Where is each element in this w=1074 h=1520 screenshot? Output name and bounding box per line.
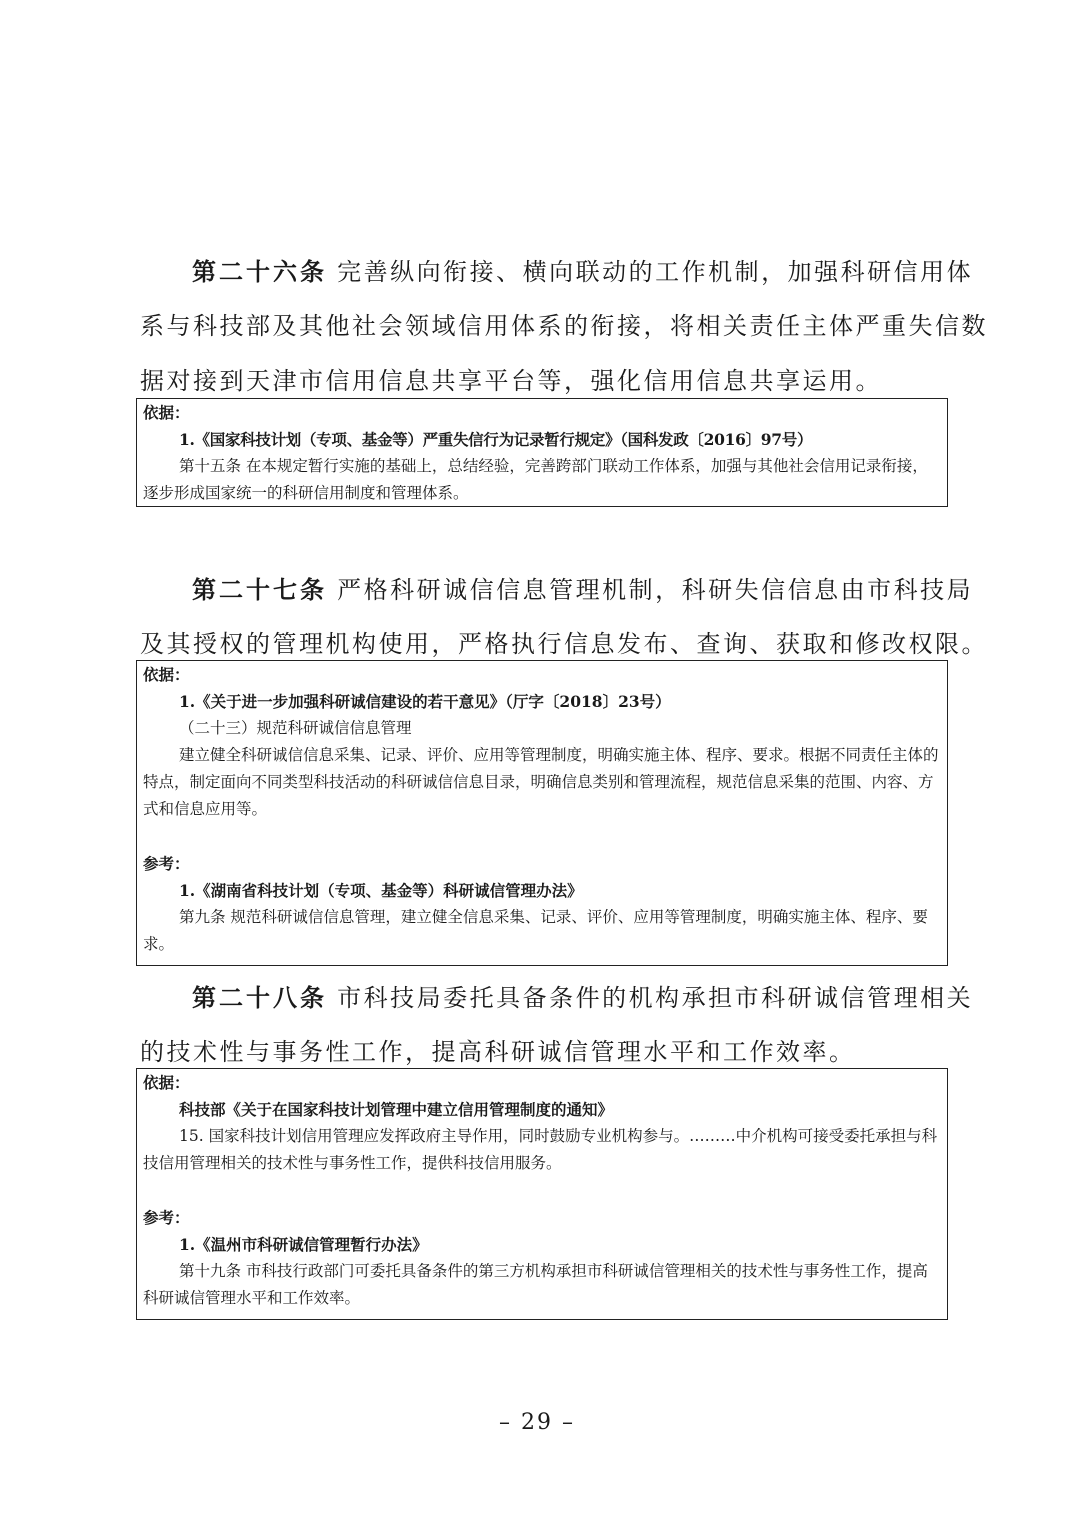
article-line: 第二十八条 市科技局委托具备条件的机构承担市科研诚信管理相关 (192, 983, 974, 1012)
article-line: 系与科技部及其他社会领域信用体系的衔接，将相关责任主体严重失信数 (140, 312, 988, 340)
basis-text: 15. 国家科技计划信用管理应发挥政府主导作用，同时鼓励专业机构参与。………中介机构可接受委托承担与科技信用管理相关的技术性与事务性工作，提供科技信用服务。 (143, 1127, 938, 1172)
article-27 (140, 562, 988, 672)
reference-text: 第九条 规范科研诚信信息管理，建立健全信息采集、记录、评价、应用等管理制度，明确实施主体、程序、要求。 (143, 908, 928, 953)
basis-source: 1.《关于进一步加强科研诚信建设的若干意见》（厅字〔2018〕23号） (179, 692, 671, 711)
article-number: 第二十六条 (192, 257, 327, 286)
reference-source: 1.《湖南省科技计划（专项、基金等）科研诚信管理办法》 (179, 881, 583, 900)
basis-source: 1.《国家科技计划（专项、基金等）严重失信行为记录暂行规定》（国科发政〔2016〕97号） (179, 430, 813, 449)
basis-text: 第十五条 在本规定暂行实施的基础上，总结经验，完善跨部门联动工作体系，加强与其他社会信用记录衔接，逐步形成国家统一的科研信用制度和管理体系。 (143, 457, 928, 502)
basis-label: 依据： (143, 1073, 190, 1092)
article-line: 第二十七条 严格科研诚信信息管理机制，科研失信信息由市科技局 (192, 575, 974, 604)
basis-subtitle: （二十三）规范科研诚信信息管理 (179, 719, 412, 737)
reference-text: 第十九条 市科技行政部门可委托具备条件的第三方机构承担市科研诚信管理相关的技术性与事务性工作，提高科研诚信管理水平和工作效率。 (143, 1262, 928, 1307)
page-number: – 29 – (499, 1410, 575, 1435)
basis-box-28 (136, 1068, 948, 1320)
article-28 (140, 970, 974, 1080)
article-26 (140, 244, 988, 409)
basis-label: 依据： (143, 665, 190, 684)
reference-source: 1.《温州市科研诚信管理暂行办法》 (179, 1235, 428, 1254)
reference-label: 参考： (143, 854, 190, 873)
article-line: 据对接到天津市信用信息共享平台等，强化信用信息共享运用。 (140, 367, 882, 395)
article-line: 及其授权的管理机构使用，严格执行信息发布、查询、获取和修改权限。 (140, 630, 988, 658)
basis-source: 科技部《关于在国家科技计划管理中建立信用管理制度的通知》 (179, 1100, 614, 1119)
basis-box-26 (136, 398, 948, 507)
article-line: 第二十六条 完善纵向衔接、横向联动的工作机制，加强科研信用体 (192, 257, 974, 286)
article-number: 第二十七条 (192, 575, 327, 604)
reference-label: 参考： (143, 1208, 190, 1227)
basis-text: 建立健全科研诚信信息采集、记录、评价、应用等管理制度，明确实施主体、程序、要求。根据不同责任主体的特点，制定面向不同类型科技活动的科研诚信信息目录，明确信息类别和管理流程，规范信息采集的范围、内容、方式和信息应用等。 (143, 746, 939, 818)
article-line: 的技术性与事务性工作，提高科研诚信管理水平和工作效率。 (140, 1038, 856, 1066)
article-number: 第二十八条 (192, 983, 327, 1012)
basis-box-27 (136, 660, 948, 966)
basis-label: 依据： (143, 403, 190, 422)
